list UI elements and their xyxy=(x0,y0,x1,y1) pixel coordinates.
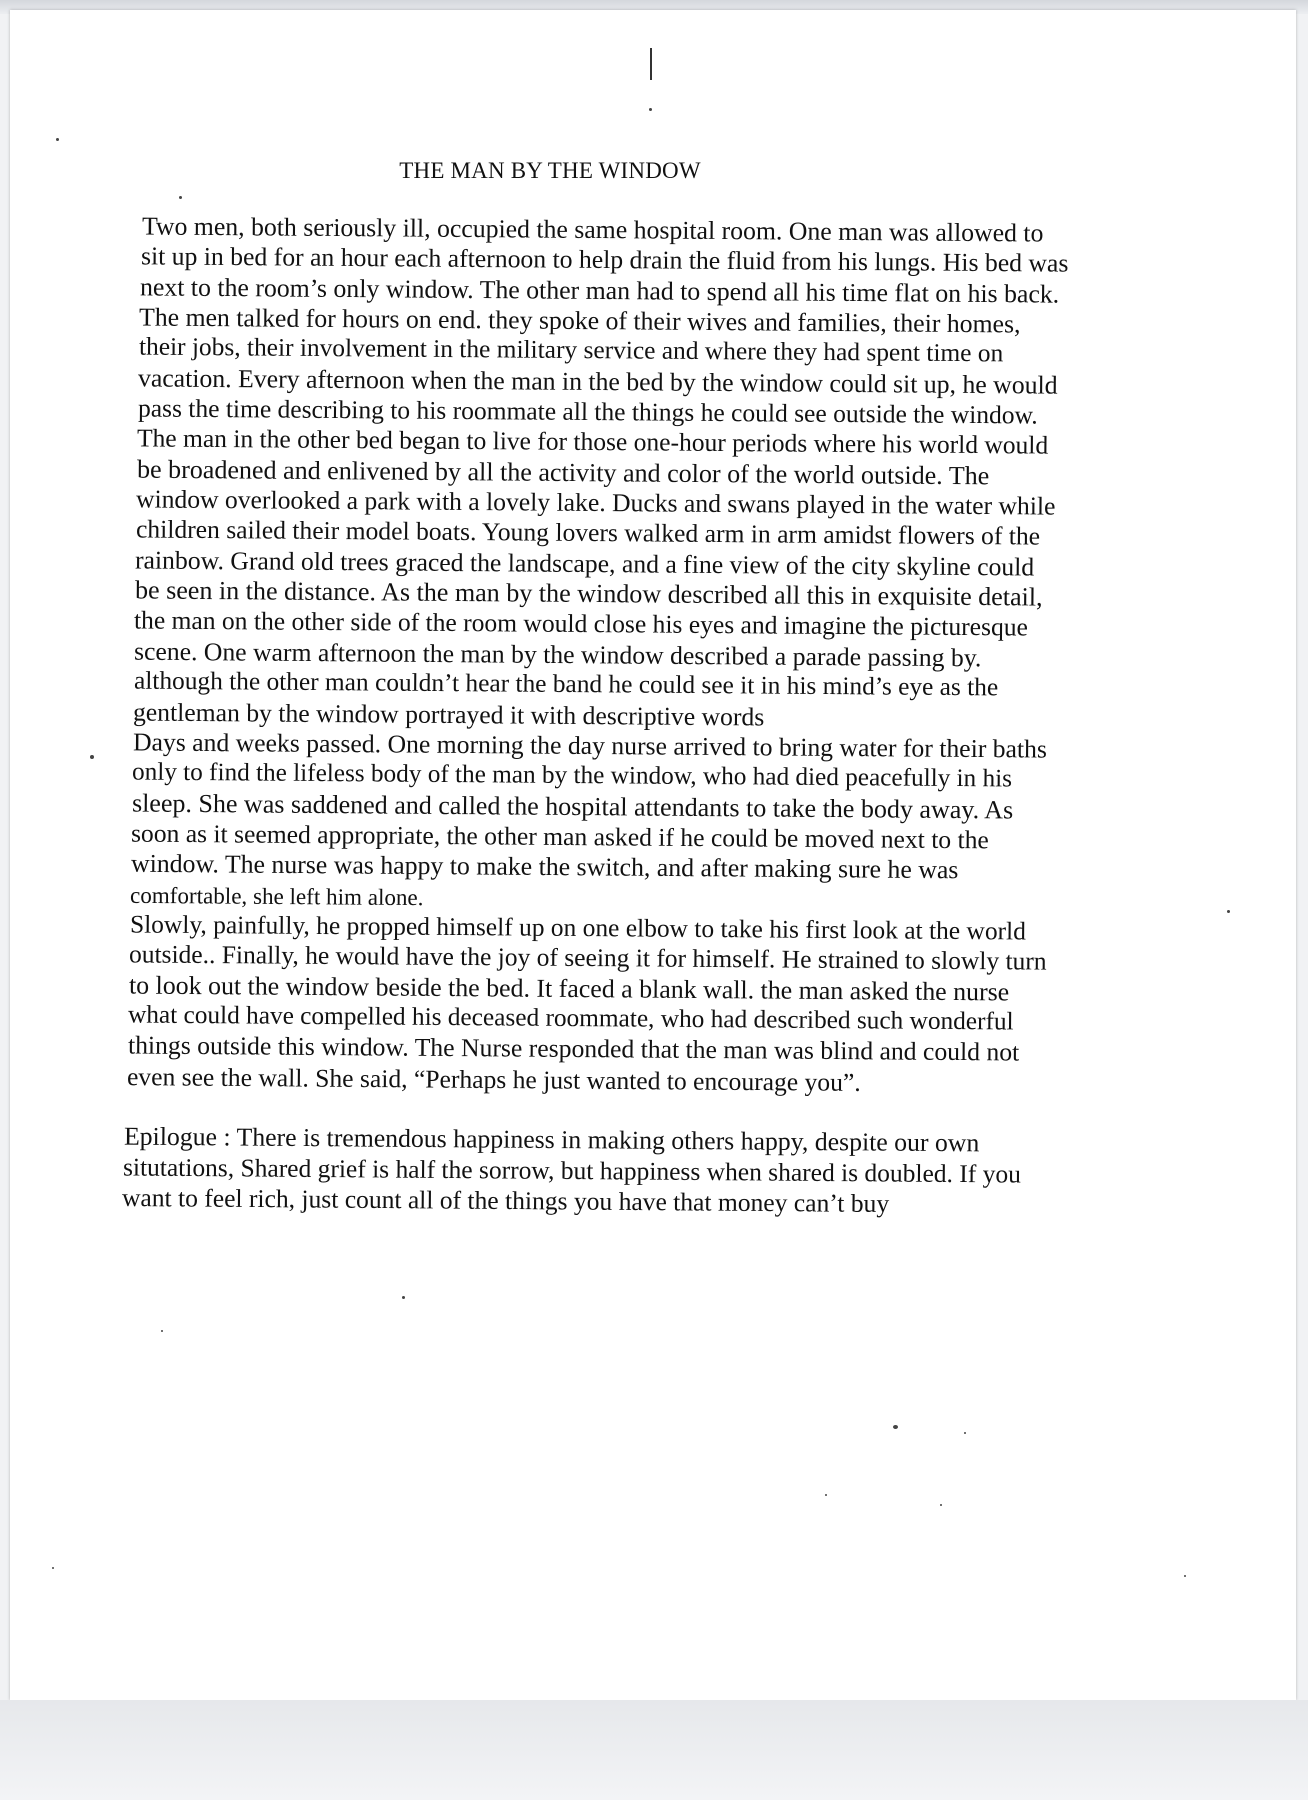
paragraph2-line: comfortable, she left him alone. xyxy=(129,881,424,911)
paragraph1-line: Two men, both seriously ill, occupied the same hospital room. One man was allowed to xyxy=(141,211,1044,248)
scan-speck xyxy=(52,1567,54,1569)
paragraph3-line: what could have compelled his deceased roommate, who had described such wonderful xyxy=(127,1000,1014,1036)
scan-speck xyxy=(1227,910,1230,913)
scan-mark xyxy=(650,48,652,80)
paragraph1-line: rainbow. Grand old trees graced the landscape, and a fine view of the city skyline could xyxy=(134,545,1035,582)
paragraph2-line: Days and weeks passed. One morning the day nurse arrived to bring water for their baths xyxy=(132,727,1048,764)
paragraph1-line: next to the room’s only window. The other man had to spend all his time flat on his back. xyxy=(139,272,1060,309)
paragraph3-line: things outside this window. The Nurse responded that the man was blind and could not xyxy=(127,1030,1020,1067)
paragraph1-line: be seen in the distance. As the man by the window described all this in exquisite detail, xyxy=(134,575,1043,612)
paragraph1-line: sit up in bed for an hour each afternoon to help drain the fluid from his lungs. His bed was xyxy=(140,241,1069,278)
scan-speck xyxy=(161,1330,163,1332)
paragraph1-line: vacation. Every afternoon when the man in the bed by the window could sit up, he would xyxy=(137,363,1058,400)
paragraph1-line: be broadened and enlivened by all the activity and color of the world outside. The xyxy=(136,454,990,491)
paragraph1-line: gentleman by the window portrayed it with descriptive words xyxy=(132,697,765,732)
scan-speck xyxy=(56,138,59,141)
paragraph1-line: the man on the other side of the room would close his eyes and imagine the picturesque xyxy=(133,605,1029,642)
epilogue-line: want to feel rich, just count all of the things you have that money can’t buy xyxy=(121,1182,890,1219)
paragraph3-line: outside.. Finally, he would have the joy of seeing it for himself. He strained to slowly turn xyxy=(128,939,1047,976)
scan-speck xyxy=(649,108,652,111)
paragraph1-line: The man in the other bed began to live for those one-hour periods where his world would xyxy=(136,423,1049,460)
scan-speck xyxy=(825,1494,827,1496)
paragraph2-line: window. The nurse was happy to make the switch, and after making sure he was xyxy=(130,848,959,885)
scan-speck xyxy=(90,755,94,759)
paragraph1-line: although the other man couldn’t hear the band he could see it in his mind’s eye as the xyxy=(133,666,999,702)
paragraph3-line: to look out the window beside the bed. It faced a blank wall. the man asked the nurse xyxy=(128,970,1010,1007)
paragraph2-line: soon as it seemed appropriate, the other man asked if he could be moved next to the xyxy=(130,818,989,855)
paragraph1-line: The men talked for hours on end. they spoke of their wives and families, their homes, xyxy=(138,302,1021,339)
paragraph1-line: children sailed their model boats. Young lovers walked arm in arm amidst flowers of the xyxy=(135,514,1041,551)
epilogue-line: Epilogue : There is tremendous happiness in making others happy, despite our own xyxy=(123,1121,980,1158)
paragraph1-line: window overlooked a park with a lovely lake. Ducks and swans played in the water while xyxy=(135,484,1056,521)
document-title: THE MAN BY THE WINDOW xyxy=(399,158,701,183)
paragraph1-line: pass the time describing to his roommate all the things he could see outside the window. xyxy=(137,393,1038,430)
paragraph1-line: scene. One warm afternoon the man by the window described a parade passing by. xyxy=(133,636,982,673)
scan-speck xyxy=(940,1504,942,1506)
paragraph2-line: sleep. She was saddened and called the hospital attendants to take the body away. As xyxy=(131,788,1014,825)
scan-speck xyxy=(402,1296,405,1299)
paragraph2-line: only to find the lifeless body of the man by the window, who had died peacefully in his xyxy=(131,758,1013,793)
scan-speck xyxy=(179,196,182,199)
paragraph3-line: even see the wall. She said, “Perhaps he just wanted to encourage you”. xyxy=(126,1062,861,1097)
scan-speck xyxy=(964,1432,966,1434)
epilogue-line: situtations, Shared grief is half the sorrow, but happiness when shared is doubled. If you xyxy=(122,1152,1022,1189)
paragraph1-line: their jobs, their involvement in the military service and where they had spent time on xyxy=(138,332,1004,368)
scan-edge-bottom xyxy=(0,1700,1308,1800)
scan-speck xyxy=(893,1425,898,1429)
paragraph3-line: Slowly, painfully, he propped himself up on one elbow to take his first look at the world xyxy=(129,909,1027,946)
scan-speck xyxy=(1184,1575,1186,1577)
